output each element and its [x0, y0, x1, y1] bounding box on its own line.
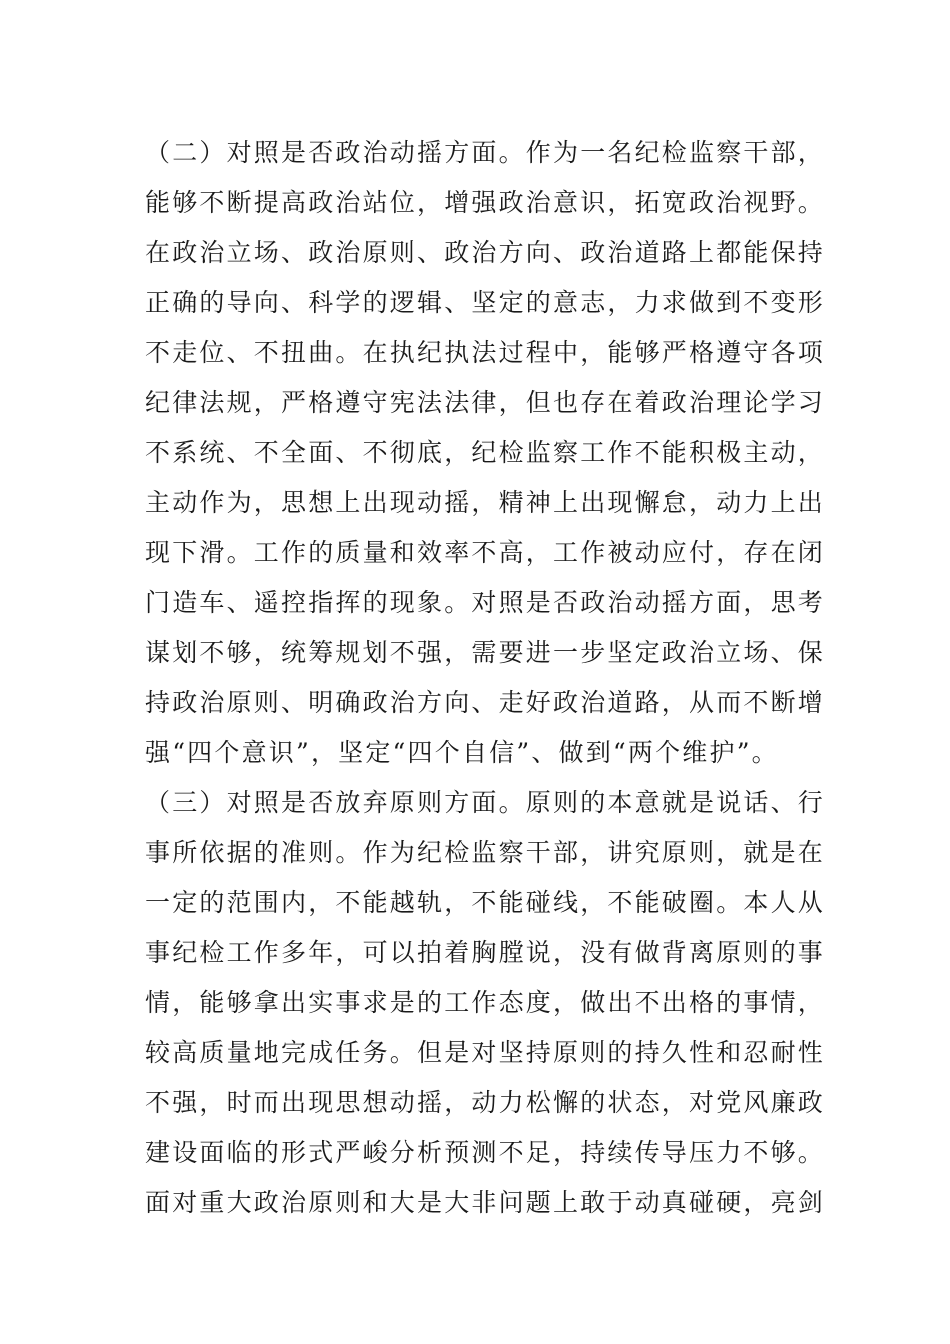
body-text — [145, 128, 826, 1228]
text-line: 一定的范围内，不能越轨，不能碰线，不能破圈。本人从 — [145, 888, 826, 917]
text-line: 谋划不够，统筹规划不强，需要进一步坚定政治立场、保 — [145, 638, 826, 667]
text-line: 纪律法规，严格遵守宪法法律，但也存在着政治理论学习 — [145, 388, 826, 417]
text-line: 能够不断提高政治站位，增强政治意识，拓宽政治视野。 — [145, 188, 826, 217]
text-line: （三）对照是否放弃原则方面。原则的本意就是说话、行 — [145, 788, 826, 817]
text-line: 门造车、遥控指挥的现象。对照是否政治动摇方面，思考 — [145, 588, 826, 617]
text-line: 建设面临的形式严峻分析预测不足，持续传导压力不够。 — [145, 1138, 826, 1167]
text-line: 不强，时而出现思想动摇，动力松懈的状态，对党风廉政 — [145, 1088, 826, 1117]
text-line: 持政治原则、明确政治方向、走好政治道路，从而不断增 — [145, 688, 826, 717]
text-line: 正确的导向、科学的逻辑、坚定的意志，力求做到不变形 — [145, 288, 826, 317]
text-line: 强“四个意识”，坚定“四个自信”、做到“两个维护”。 — [145, 738, 779, 767]
text-line: 在政治立场、政治原则、政治方向、政治道路上都能保持 — [145, 238, 826, 267]
text-line: 不系统、不全面、不彻底，纪检监察工作不能积极主动， — [145, 438, 826, 467]
text-line: 情，能够拿出实事求是的工作态度，做出不出格的事情， — [145, 988, 826, 1017]
text-line: （二）对照是否政治动摇方面。作为一名纪检监察干部， — [145, 138, 826, 167]
text-line: 事所依据的准则。作为纪检监察干部，讲究原则，就是在 — [145, 838, 826, 867]
text-line: 面对重大政治原则和大是大非问题上敢于动真碰硬，亮剑 — [145, 1188, 826, 1217]
text-line: 不走位、不扭曲。在执纪执法过程中，能够严格遵守各项 — [145, 338, 826, 367]
text-line: 现下滑。工作的质量和效率不高，工作被动应付，存在闭 — [145, 538, 826, 567]
text-line: 事纪检工作多年，可以拍着胸膛说，没有做背离原则的事 — [145, 938, 826, 967]
text-line: 主动作为，思想上出现动摇，精神上出现懈怠，动力上出 — [145, 488, 826, 517]
text-line: 较高质量地完成任务。但是对坚持原则的持久性和忍耐性 — [145, 1038, 826, 1067]
